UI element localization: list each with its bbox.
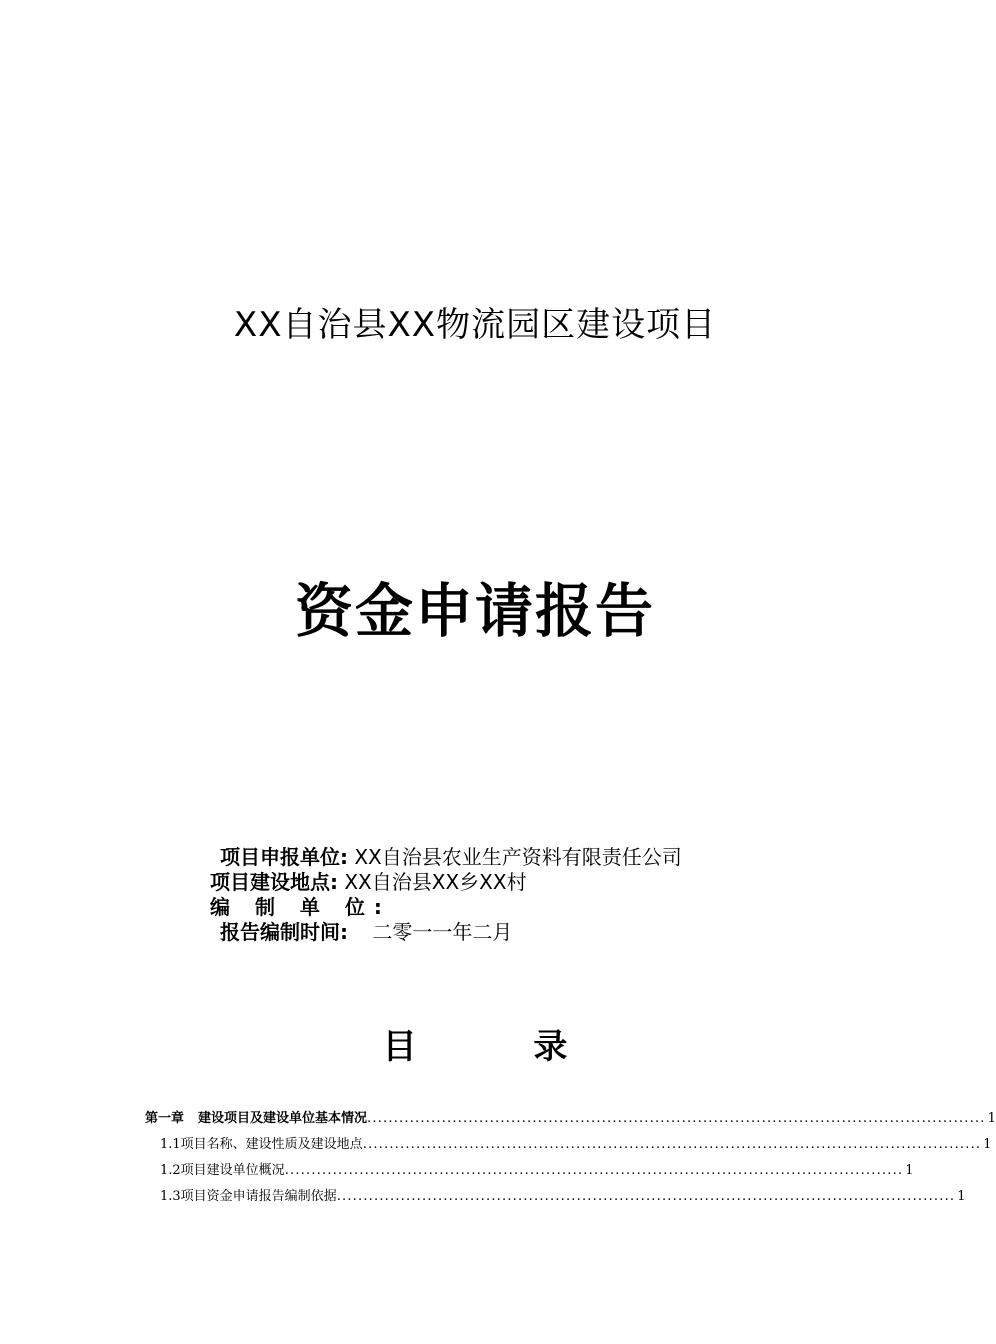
toc-entry-chapter-1[interactable]: [145, 1106, 996, 1132]
applicant-label: 项目申报单位:: [220, 845, 348, 869]
applicant-line: [210, 845, 682, 870]
report-title: 资金申请报告: [294, 577, 655, 645]
toc-leader-dots: ....................................................................................................................: [336, 1189, 956, 1204]
toc-entry-title: 1.3项目资金申请报告编制依据: [160, 1189, 337, 1204]
toc-heading-char-2: 录: [533, 1027, 568, 1067]
compiler-line: [210, 895, 682, 920]
toc-leader-dots: ....................................................................................................................: [367, 1111, 986, 1126]
location-line: [210, 870, 682, 895]
location-label: 项目建设地点:: [210, 870, 338, 894]
table-of-contents: [145, 1106, 996, 1210]
project-info-block: [210, 845, 682, 945]
toc-entry-title: 1.2项目建设单位概况: [160, 1163, 285, 1178]
date-value: 二零一一年二月: [372, 920, 513, 944]
toc-chapter-number: 第一章: [145, 1111, 185, 1126]
toc-entry-1-3[interactable]: [145, 1184, 966, 1210]
toc-entry-1-2[interactable]: [145, 1158, 914, 1184]
location-value: XX自治县XX乡XX村: [344, 870, 527, 894]
toc-leader-dots: ....................................................................................................................: [362, 1137, 982, 1152]
toc-entry-text: [145, 1106, 367, 1132]
toc-entry-title: 1.1项目名称、建设性质及建设地点: [160, 1137, 363, 1152]
project-title: XX自治县XX物流园区建设项目: [233, 305, 717, 345]
toc-leader-dots: ....................................................................................................................: [284, 1163, 904, 1178]
date-label: 报告编制时间:: [220, 920, 348, 944]
toc-entry-title: 建设项目及建设单位基本情况: [198, 1111, 368, 1126]
toc-page-number: 1: [983, 1137, 992, 1152]
toc-heading: [0, 1025, 950, 1069]
date-line: [210, 920, 682, 945]
toc-heading-char-1: 目: [382, 1027, 417, 1067]
toc-entry-1-1[interactable]: [145, 1132, 992, 1158]
toc-page-number: 1: [905, 1163, 914, 1178]
compiler-label: 编 制 单 位:: [210, 895, 391, 919]
applicant-value: XX自治县农业生产资料有限责任公司: [354, 845, 682, 869]
toc-page-number: 1: [987, 1111, 996, 1126]
toc-page-number: 1: [957, 1189, 966, 1204]
